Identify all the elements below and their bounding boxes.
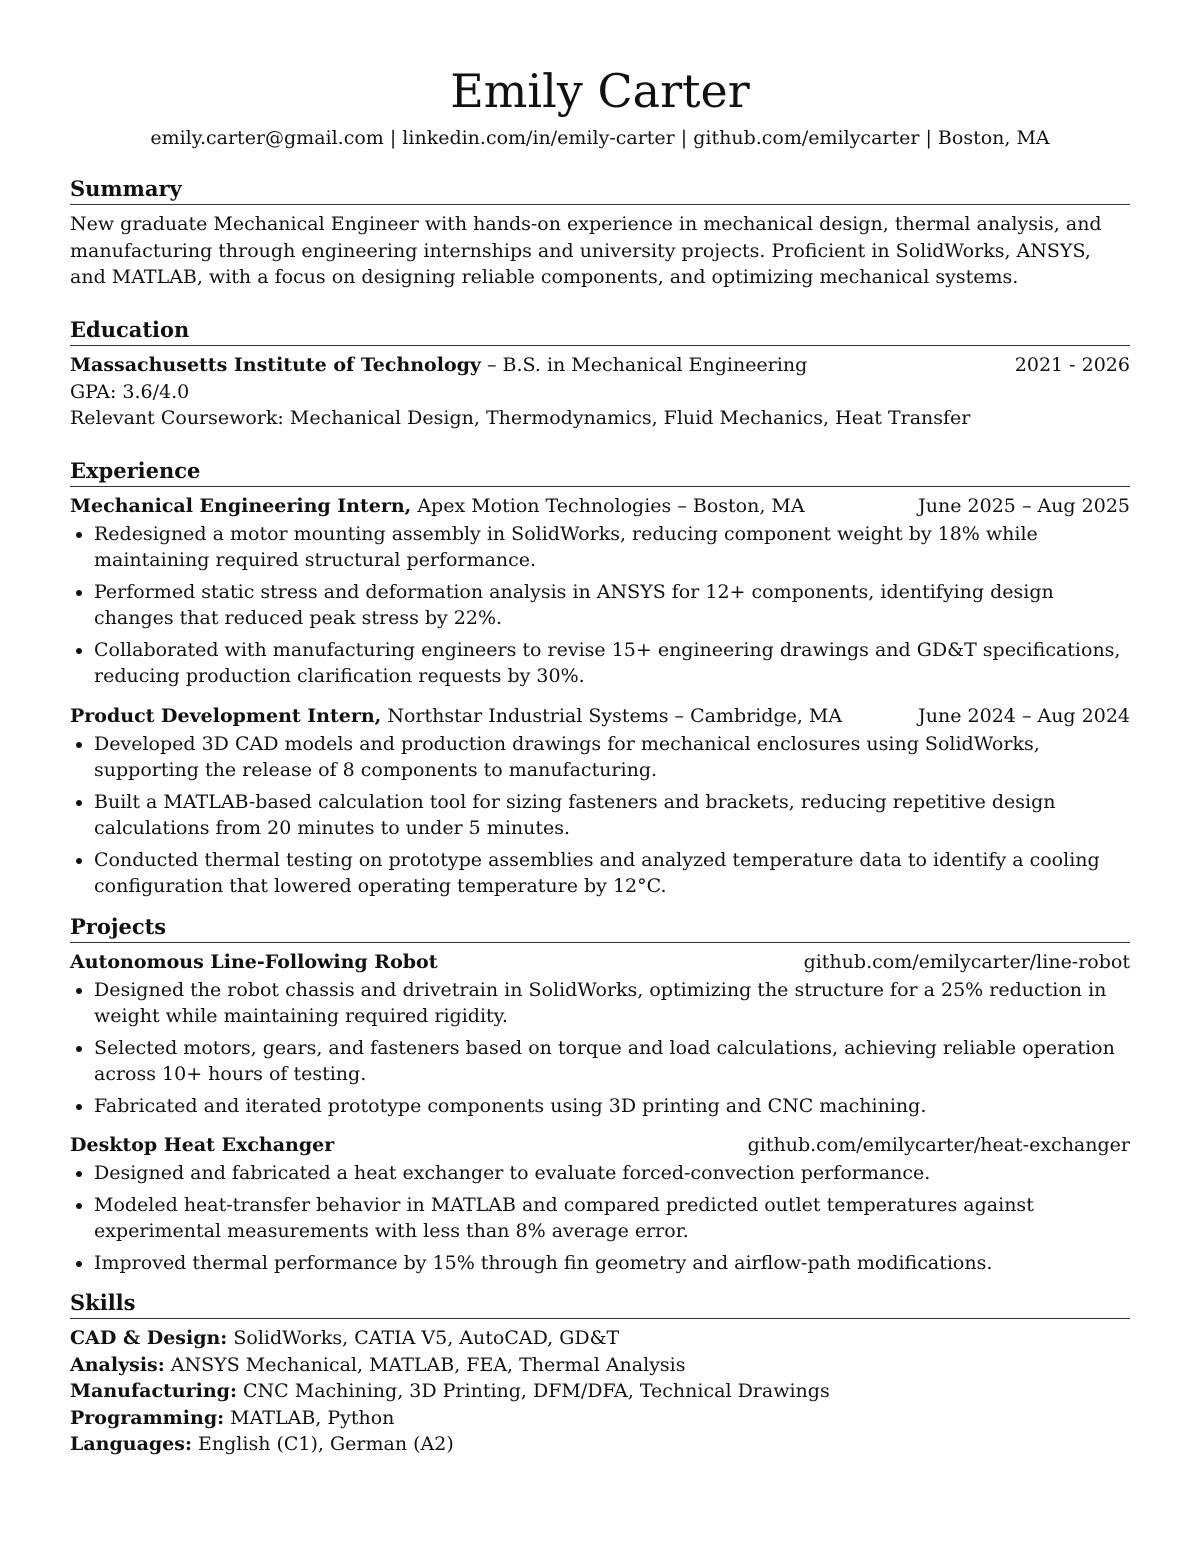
school-name: Massachusetts Institute of Technology	[70, 353, 481, 376]
skill-label: Programming:	[70, 1406, 225, 1429]
skill-value: ANSYS Mechanical, MATLAB, FEA, Thermal Analysis	[164, 1353, 686, 1376]
skill-line	[70, 1431, 1130, 1458]
projects-heading: Projects	[70, 912, 1130, 943]
bullet-item: Collaborated with manufacturing engineers to revise 15+ engineering drawings and GD&T specifications, reducing production clarification requests by 30%.	[94, 637, 1130, 690]
project-bullets	[70, 977, 1130, 1120]
education-header-row	[70, 352, 1130, 379]
contact-line: emily.carter@gmail.com | linkedin.com/in/emily-carter | github.com/emilycarter | Boston, MA	[150, 127, 1050, 149]
skill-label: Languages:	[70, 1433, 192, 1455]
skill-value: MATLAB, Python	[224, 1406, 395, 1429]
job-dates: June 2025 – Aug 2025	[918, 494, 1130, 517]
experience-heading: Experience	[70, 456, 1130, 487]
bullet-item: Designed the robot chassis and drivetrain in SolidWorks, optimizing the structure for a 25% reduction in weight while maintaining required rigidity.	[94, 977, 1130, 1030]
project-name: Desktop Heat Exchanger	[70, 1134, 335, 1156]
summary-text: New graduate Mechanical Engineer with hands-on experience in mechanical design, thermal analysis, and manufacturing through engineering internships and university projects. Proficient in SolidWorks, ANSYS, and MATLAB, with a focus on designing reliable components, and optimizing mechanical systems.	[70, 213, 1102, 288]
project-header-row	[70, 949, 1130, 976]
project-name: Autonomous Line-Following Robot	[70, 950, 438, 973]
bullet-item: Selected motors, gears, and fasteners based on torque and load calculations, achieving reliable operation across 10+ hours of testing.	[94, 1035, 1130, 1088]
bullet-item: Developed 3D CAD models and production drawings for mechanical enclosures using SolidWorks, supporting the release of 8 components to manufacturing.	[94, 731, 1130, 784]
bullet-item: Redesigned a motor mounting assembly in SolidWorks, reducing component weight by 18% while maintaining required structural performance.	[94, 521, 1130, 574]
skill-label: CAD & Design:	[70, 1327, 228, 1349]
skill-line	[70, 1352, 1130, 1379]
gpa: GPA: 3.6/4.0	[70, 380, 190, 403]
job-entry	[70, 703, 1130, 900]
skill-line	[70, 1405, 1130, 1432]
projects-section	[70, 912, 1130, 1277]
skill-value: SolidWorks, CATIA V5, AutoCAD, GD&T	[227, 1327, 620, 1349]
education-section	[70, 315, 1130, 432]
experience-section	[70, 456, 1130, 900]
skills-heading: Skills	[70, 1288, 1130, 1319]
bullet-item: Built a MATLAB-based calculation tool for sizing fasteners and brackets, reducing repetitive design calculations from 20 minutes to under 5 minutes.	[94, 789, 1130, 842]
education-heading: Education	[70, 315, 1130, 346]
skill-value: CNC Machining, 3D Printing, DFM/DFA, Technical Drawings	[236, 1380, 830, 1402]
project-link[interactable]: github.com/emilycarter/heat-exchanger	[747, 1134, 1130, 1156]
skill-label: Manufacturing:	[70, 1380, 237, 1402]
job-org: Northstar Industrial Systems – Cambridge, MA	[381, 704, 843, 727]
skill-line	[70, 1378, 1130, 1405]
degree: – B.S. in Mechanical Engineering	[480, 353, 808, 376]
project-bullets	[70, 1160, 1130, 1276]
job-role: Mechanical Engineering Intern,	[70, 494, 412, 517]
skill-label: Analysis:	[70, 1353, 165, 1376]
project-link[interactable]: github.com/emilycarter/line-robot	[803, 950, 1130, 973]
bullet-item: Improved thermal performance by 15% through fin geometry and airflow-path modifications.	[94, 1250, 1130, 1277]
bullet-item: Modeled heat-transfer behavior in MATLAB and compared predicted outlet temperatures against experimental measurements with less than 8% average error.	[94, 1192, 1130, 1245]
project-entry	[70, 949, 1130, 1120]
bullet-item: Performed static stress and deformation analysis in ANSYS for 12+ components, identifying design changes that reduced peak stress by 22%.	[94, 579, 1130, 632]
project-header-row	[70, 1132, 1130, 1159]
job-header-row	[70, 703, 1130, 730]
bullet-item: Conducted thermal testing on prototype assemblies and analyzed temperature data to identify a cooling configuration that lowered operating temperature by 12°C.	[94, 847, 1130, 900]
bullet-item: Fabricated and iterated prototype components using 3D printing and CNC machining.	[94, 1093, 1130, 1120]
job-role: Product Development Intern,	[70, 704, 382, 727]
skills-section	[70, 1288, 1130, 1458]
summary-heading: Summary	[70, 174, 1130, 205]
job-entry	[70, 493, 1130, 690]
summary-section	[70, 174, 1130, 291]
education-dates: 2021 - 2026	[1014, 353, 1130, 376]
project-entry	[70, 1132, 1130, 1276]
job-header-row	[70, 493, 1130, 520]
job-bullets	[70, 521, 1130, 690]
job-bullets	[70, 731, 1130, 900]
job-dates: June 2024 – Aug 2024	[918, 704, 1130, 727]
skill-line	[70, 1325, 1130, 1352]
candidate-name: Emily Carter	[450, 64, 750, 118]
job-org: Apex Motion Technologies – Boston, MA	[411, 494, 805, 517]
coursework: Relevant Coursework: Mechanical Design, Thermodynamics, Fluid Mechanics, Heat Transfer	[70, 407, 971, 429]
skill-value: English (C1), German (A2)	[191, 1433, 454, 1455]
bullet-item: Designed and fabricated a heat exchanger to evaluate forced-convection performance.	[94, 1160, 1130, 1187]
